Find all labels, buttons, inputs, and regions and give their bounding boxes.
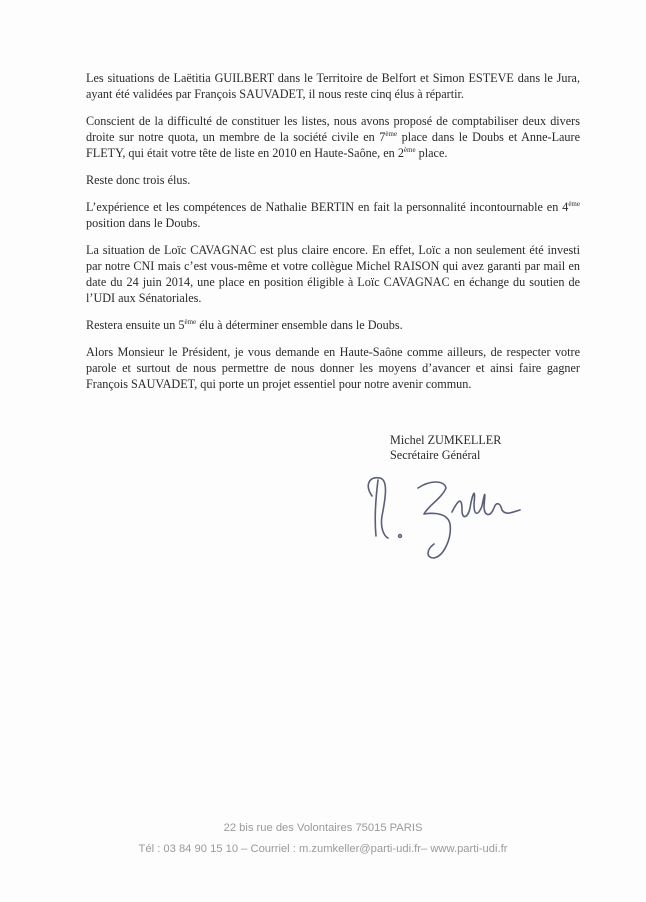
- paragraph-5: [86, 242, 580, 306]
- paragraph-3: [86, 172, 580, 188]
- paragraph-text: L’expérience et les compétences de Nathalie BERTIN en fait la personnalité incontournable en 4: [86, 200, 569, 214]
- footer-address: 22 bis rue des Volontaires 75015 PARIS: [223, 822, 423, 834]
- paragraph-4: [86, 199, 580, 231]
- paragraph-text: Les situations de Laëtitia GUILBERT dans le Territoire de Belfort et Simon ESTEVE dans le Jura, ayant été validées par François SAUVADET, il nous reste cinq élus à répartir.: [86, 71, 580, 101]
- paragraph-text: place dans le Doubs et Anne-Laure FLETY, qui était votre tête de liste en 2010 en Haute-Saône, en 2: [86, 130, 580, 160]
- paragraph-text: La situation de Loïc CAVAGNAC est plus claire encore. En effet, Loïc a non seulement été investi par notre CNI mais c’est vous-même et votre collègue Michel RAISON qui avez garanti par mail en date du 24 juin 2014, une place en position éligible à Loïc CAVAGNAC en échange du soutien de l’UDI aux Sénatoriales.: [86, 243, 580, 305]
- ordinal-superscript: ème: [385, 129, 398, 138]
- signatory-title: Secrétaire Général: [390, 448, 481, 462]
- paragraph-text: Alors Monsieur le Président, je vous demande en Haute-Saône comme ailleurs, de respecter votre parole et surtout de nous permettre de nous donner les moyens d’avancer et ainsi faire gagner François SAUVADET, qui porte un projet essentiel pour notre avenir commun.: [86, 345, 580, 391]
- paragraph-text: position dans le Doubs.: [86, 216, 201, 230]
- ordinal-superscript: ème: [568, 199, 580, 208]
- paragraph-text: Conscient de la difficulté de constituer les listes, nous avons proposé de comptabiliser deux divers droite sur notre quota, un membre de la société civile en 7: [86, 114, 580, 144]
- signature-block: [390, 433, 501, 463]
- paragraph-2: [86, 113, 580, 161]
- letter-body: [86, 70, 580, 403]
- handwritten-signature: [358, 466, 538, 566]
- paragraph-6: [86, 317, 580, 333]
- ordinal-superscript: ème: [403, 145, 416, 154]
- paragraph-1: [86, 70, 580, 102]
- ordinal-superscript: ème: [184, 317, 197, 326]
- footer-contact: Tél : 03 84 90 15 10 – Courriel : m.zumkeller@parti-udi.fr– www.parti-udi.fr: [138, 843, 508, 855]
- paragraph-text: Reste donc trois élus.: [86, 173, 191, 187]
- paragraph-7: [86, 344, 580, 392]
- signatory-name: Michel ZUMKELLER: [390, 433, 502, 447]
- paragraph-text: élu à déterminer ensemble dans le Doubs.: [196, 318, 403, 332]
- paragraph-text: Restera ensuite un 5: [86, 318, 185, 332]
- paragraph-text: place.: [415, 146, 448, 160]
